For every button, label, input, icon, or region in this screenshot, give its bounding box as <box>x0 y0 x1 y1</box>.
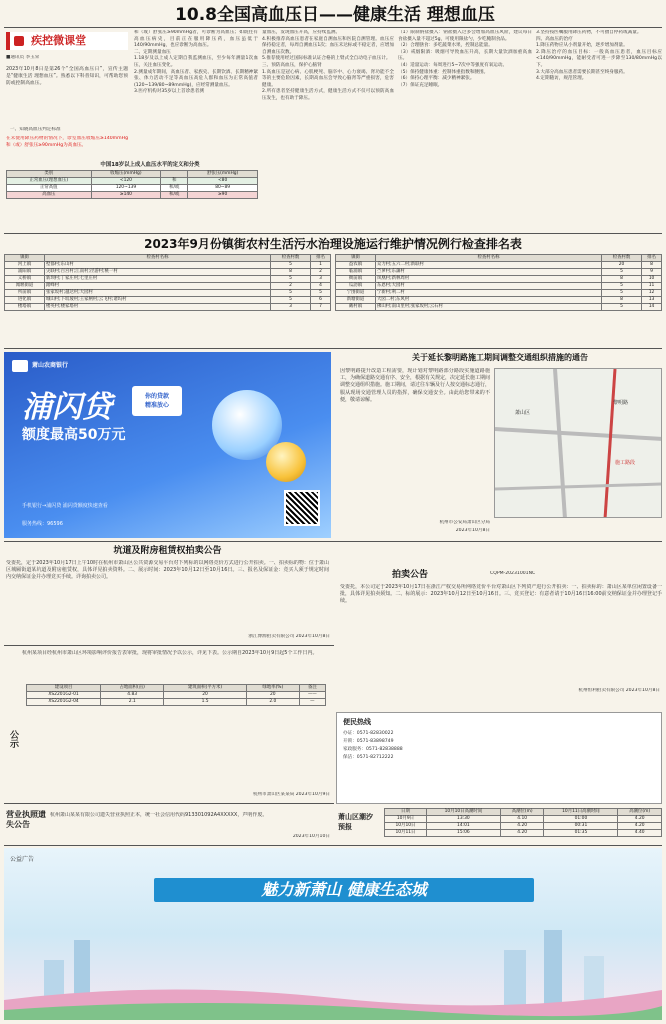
ranking-table-right <box>335 254 662 344</box>
cell: 浦阳镇 <box>5 269 45 276</box>
biz-body: 杭州萧山某某有限公司遗失营业执照正本，统一社会信用代码913301092A4XXXXX，声明作废。 <box>50 812 268 818</box>
cell: — <box>299 699 325 706</box>
tide-table <box>384 808 662 842</box>
notice-title: 关于延长黎明路施工期间调整交通组织措施的通告 <box>412 353 588 362</box>
map-label: 施工路段 <box>615 460 636 466</box>
service-item: 保洁：0571-82712222 <box>343 755 394 760</box>
table-row <box>5 297 331 304</box>
auction2-title: 拍卖公告 <box>391 570 428 580</box>
table-row <box>336 262 662 269</box>
cell: 10月11日 <box>385 830 427 837</box>
article-col-2: 量血压，发现血压升高，应持续监测。 4.积极推荐高血压患者在家庭自测血压和医院自测管理。血压应保持稳定者，每周自测血压1次；血压未达标或不稳定者，应增加自测血压次数。 5.推荐使用经过国际标准认证合格的上臂式全自动电子血压计。 三、预防高血压，保护心脑肾 1.高血压是冠心病、心肌梗死、脑卒中、心力衰竭、肾功能不全等的主要危险因素，长期高血压会导致心脑肾等严重损害，危害健康。 2.所有患者坚持健康生活方式，健康生活方式不仅可以预防高血压发生，也有助于降压。 <box>262 30 394 101</box>
ranking-table-left <box>4 254 331 344</box>
byline: ■通讯员 李玉荣 <box>6 55 40 60</box>
table-row <box>5 269 331 276</box>
cell: 4.20 <box>618 816 662 823</box>
map-label: 萧山区 <box>515 410 531 416</box>
bp-th <box>161 171 188 178</box>
cell: 8 <box>602 276 642 283</box>
cell: 15:06 <box>426 830 500 837</box>
cell: 1.5 <box>164 699 247 706</box>
cell: 5 <box>602 283 642 290</box>
qr-code-icon <box>284 490 320 526</box>
cell: 1 <box>311 262 331 269</box>
cell: 临浦镇 <box>336 269 376 276</box>
cell: 和 <box>161 178 188 185</box>
tide-label: 萧山区潮汐预报 <box>338 813 373 831</box>
auction2-body: 受委托，本公司定于2023年10月17日在浙江产权交易所网络竞价平台对萧山区下列资产进行公开拍卖：一、拍卖标的：萧山区某单位闲置设备一批，具体详见拍卖须知。二、标的展示：2023年10月12日至10月16日。三、竞买登记：有意者请于10月16日16:00前交纳保证金并办理登记手续。 <box>340 584 662 604</box>
slogan-badge <box>132 386 182 416</box>
slogan-line: 你的贷款 <box>144 393 169 400</box>
cell: 20 <box>246 692 299 699</box>
rank-th: 检查村数 <box>602 255 642 262</box>
table-row <box>27 699 326 706</box>
rank-th: 检查村名称 <box>376 255 602 262</box>
skyline-graphic <box>4 920 662 1020</box>
cell: 2 <box>311 269 331 276</box>
article-col-4: 3.坚持按医嘱服用降压药物，不可擅自停药或减量。 四、高血压的治疗 1.降压药物应从小剂量开始，逐步增加剂量。 2.降压治疗的血压目标：一般高血压患者，血压目标应<140/90mmHg，能耐受者可进一步降至130/80mmHg以下。 3.大部分高血压患者需要长期甚至终身服药。 4.定期随访，规范管理。 <box>536 30 662 82</box>
article-col-1: 和（或）舒张压≥90mmHg者，可诊断为高血压；如既往有高血压病史，目前正在服用降压药，血压虽低于140/90mmHg，也应诊断为高血压。 二、定期测量血压 1.18岁及以上成人定期自我监测血压，至少每年测量1次血压，关注血压变化。 2.测量成年期间，高血压者、家族史、长期饮酒、长期精神紧张、体力活动不足等高血压高危人群和血压为正常高值者(120~139/80~89mmHg)，应经常测量血压。 3.医疗机构对35岁以上首诊患者测 <box>134 30 258 95</box>
bp-table-title: 中国18岁以上成人血压水平的定义和分类 <box>100 162 200 168</box>
notice-map <box>494 368 662 518</box>
cell: <80 <box>188 178 258 185</box>
cell: 5 <box>271 297 311 304</box>
cell: 高血压 <box>7 192 92 199</box>
cell: 14 <box>642 304 662 311</box>
rank-th: 镇街 <box>336 255 376 262</box>
cell: 凤凰村;新林周村 <box>376 276 602 283</box>
public-banner <box>4 848 662 1020</box>
cell: 5 <box>311 290 331 297</box>
cell: 宁新村;利二村 <box>376 290 602 297</box>
tide-th: 10月11日高潮时间 <box>544 809 618 816</box>
notice-body: 因黎明路提升改造工程需要，现计划对黎明路部分路段实施道路施工，为确保道路交通有序、安全，根据有关规定，决定延长施工期间调整交通组织措施。施工期间，请过往车辆及行人按交通标志通行，服从现场交通管理人员的指挥，确保交通安全。由此给您带来的不便，敬请谅解。 <box>340 368 490 403</box>
cell: 10 <box>642 276 662 283</box>
article-col-3: （1）限制钠盐摄入：钠盐摄入过多会增加高血压风险，建议每日食盐摄入量不超过5g，可使用限盐勺，少吃腌制食品。 （2）合理膳食：多吃蔬菜水果，控制总能量。 （3）戒烟限酒：吸烟可导致血压升高，长期大量饮酒加重高血压。 （4）适量运动：每周进行5~7次中等强度有氧运动。 （5）保持健康体重：控制体重指数和腰围。 （6）保持心理平衡：减少精神紧张。 （7）保证充足睡眠。 <box>398 30 532 88</box>
ann-th: 备注 <box>299 685 325 692</box>
announce-label: 公示 <box>8 730 18 748</box>
cell: 宁围街道 <box>336 290 376 297</box>
cell: 5 <box>271 290 311 297</box>
ann-th: 建设项目 <box>27 685 101 692</box>
page-title: 10.8全国高血压日——健康生活 理想血压 <box>175 5 495 25</box>
cell: 新塘街道 <box>336 297 376 304</box>
ann-th: 占地面积(亩) <box>101 685 164 692</box>
cell: 8 <box>642 262 662 269</box>
bank-name: 萧山农商银行 <box>32 362 69 369</box>
cell: 东恩村;大园村 <box>376 283 602 290</box>
cell: 益农镇 <box>336 262 376 269</box>
column-name: 疾控微课堂 <box>31 34 87 47</box>
map-label: 黎明路 <box>613 400 629 406</box>
cell: 新坝村;丁家庄村;七里庄村 <box>45 276 271 283</box>
cell: 张家坂村;越达村;大园村 <box>45 290 271 297</box>
column-header <box>6 32 128 50</box>
cell: 3 <box>311 276 331 283</box>
rank-th: 镇街 <box>5 255 45 262</box>
shield-icon <box>14 36 24 46</box>
cell: 楼塔镇 <box>5 304 45 311</box>
table-row <box>336 297 662 304</box>
ad-subtitle: 额度最高50万元 <box>22 427 126 443</box>
product-name: 浦闪贷 <box>22 390 112 425</box>
cell: 4.20 <box>500 823 544 830</box>
cell: 6 <box>311 297 331 304</box>
cell: 义桥镇 <box>5 276 45 283</box>
table-row <box>5 290 331 297</box>
cell: ≥90 <box>188 192 258 199</box>
cell: 2.1 <box>101 699 164 706</box>
cell: 踏峰村 <box>45 283 271 290</box>
cell: 8 <box>271 269 311 276</box>
biz-date: 2023年10月10日 <box>292 834 330 839</box>
cell: 01:00 <box>544 816 618 823</box>
cell: 5 <box>271 262 311 269</box>
bank-ad[interactable] <box>4 352 331 538</box>
auction2-code: CQPM-20231001NC <box>490 571 536 576</box>
cell: 墅都村;东山村 <box>45 262 271 269</box>
cell: 众力村;五六二村;新联村 <box>376 262 602 269</box>
table-row <box>27 692 326 699</box>
cell: 5 <box>602 269 642 276</box>
table-row <box>336 276 662 283</box>
cell: 和/或 <box>161 185 188 192</box>
cell: 80~89 <box>188 185 258 192</box>
tide-th: 高潮位(m) <box>500 809 544 816</box>
cell: 5 <box>271 276 311 283</box>
cell: 4 <box>311 283 331 290</box>
cell: 13 <box>642 297 662 304</box>
table-row <box>385 823 662 830</box>
cell: 和/或 <box>161 192 188 199</box>
cell: 城山村;下坂坡村;王家闸村;云飞村;诸坞村 <box>45 297 271 304</box>
ann-th: 绿地率(%) <box>246 685 299 692</box>
cell: 7 <box>311 304 331 311</box>
table-row <box>5 283 331 290</box>
cell: 河上镇 <box>5 262 45 269</box>
auction-body: 受委托，定于2023年10月17日上午10时在杭州市萧山区公共资源交易平台对下列标的以网络竞价方式进行公开拍卖。一、拍卖标的物：位于萧山区城厢街道某坑道及附房租赁权，具体详见拍卖资料。二、展示时间：2023年10月12日至10月16日。三、报名及保证金：竞买人须于规定时间内交纳保证金并办理竞买手续。详询拍卖公司。 <box>6 560 329 580</box>
cell: 01:35 <box>544 830 618 837</box>
table-row <box>385 830 662 837</box>
table-row <box>5 262 331 269</box>
table-row <box>336 269 662 276</box>
rank-th: 检查村名称 <box>45 255 271 262</box>
tide-th: 10月10日高潮时间 <box>426 809 500 816</box>
cell: <120 <box>91 178 161 185</box>
cell: 8 <box>602 297 642 304</box>
ad-hotline: 服务热线：96596 <box>22 521 63 527</box>
table-row <box>336 290 662 297</box>
lead-text: 2023年10月8日是第26个“全国高血压日”，宣传主题是“健康生活 理想血压”。熟悉以下科普知识，可帮助您预防或控制高血压。 <box>6 67 128 86</box>
service-box <box>336 712 662 804</box>
cell: 正常高值 <box>7 185 92 192</box>
cell: 13:30 <box>426 816 500 823</box>
bp-th: 舒张压(mmHg) <box>188 171 258 178</box>
table-row <box>5 304 331 311</box>
section-head: 一、知晓高血压判定标准 <box>10 127 61 132</box>
cell: 楼英村;楼家塔村 <box>45 304 271 311</box>
rank-th: 检查村数 <box>271 255 311 262</box>
service-item: 家政服务：0571-82838888 <box>343 747 403 752</box>
coin-graphic <box>266 442 306 482</box>
notice-date: 2023年10月8日 <box>455 528 490 533</box>
cell: 4.40 <box>618 830 662 837</box>
cell: 4.20 <box>500 830 544 837</box>
bp-table <box>6 170 258 214</box>
biz-label: 营业执照遗失公告 <box>6 810 46 829</box>
table-row <box>5 276 331 283</box>
cell: 正常血压(理想血压) <box>7 178 92 185</box>
cell: 衙前镇 <box>336 276 376 283</box>
banner-corner: 公益广告 <box>10 856 35 863</box>
cell: 00:31 <box>544 823 618 830</box>
cell: 14:01 <box>426 823 500 830</box>
cell: 2.0 <box>246 699 299 706</box>
bp-th: 类别 <box>7 171 92 178</box>
auction2-signature: 杭州恒利拍卖有限公司 2023年10月8日 <box>578 688 660 693</box>
cell: 瓜沥镇 <box>336 283 376 290</box>
cell: XS2201G2-01 <box>27 692 101 699</box>
tide-th: 高潮位(m) <box>618 809 662 816</box>
auction-signature: 浙江博源拍卖有限公司 2023年10月8日 <box>248 634 330 639</box>
cell: 5 <box>602 290 642 297</box>
cell: 10月10日 <box>385 823 427 830</box>
cell: 苎萝村;东藩村 <box>376 269 602 276</box>
cell: 120~139 <box>91 185 161 192</box>
cell: 进化镇 <box>5 297 45 304</box>
cell: 4.20 <box>618 823 662 830</box>
cell: 佛山村;南山里村;张家坂村;云石村 <box>376 304 602 311</box>
cell: ≥140 <box>91 192 161 199</box>
announce-table <box>26 684 326 714</box>
slogan-line: 精准放心 <box>144 402 169 409</box>
ann-th: 建筑面积(平方米) <box>164 685 247 692</box>
announce-signature: 杭州市萧山区某某局 2023年10月9日 <box>252 792 330 797</box>
cell: 12 <box>642 290 662 297</box>
service-item: 办证：0571-82830022 <box>343 731 394 736</box>
notice-signature: 杭州市公安局萧山区分局 <box>439 520 490 525</box>
cell: 闻堰街道 <box>5 283 45 290</box>
highlight-text: 在未使用降压药物的情况下，诊室血压收缩压≥140mmHg和（或）舒张压≥90mmHg为高血压。 <box>6 136 128 148</box>
auction-title: 坑道及附房租赁权拍卖公告 <box>113 546 222 556</box>
cell: 4.83 <box>101 692 164 699</box>
table-row <box>7 178 258 185</box>
cell: 大园二村;东风村 <box>376 297 602 304</box>
banner-slogan: 魅力新萧山 健康生态城 <box>261 880 427 899</box>
ad-note: 手机银行→浦闪贷 浦闪贷额度快速查看 <box>22 503 108 509</box>
table-row <box>385 816 662 823</box>
table-row <box>7 192 258 199</box>
cell: 9 <box>642 269 662 276</box>
cell: XS2201G2-04 <box>27 699 101 706</box>
cell: 2 <box>271 283 311 290</box>
rank-th: 排名 <box>642 255 662 262</box>
cell: 尖联村;百宫村;江南村;径游村;桃一村 <box>45 269 271 276</box>
table-row <box>7 185 258 192</box>
bank-logo <box>12 360 28 372</box>
service-title: 便民热线 <box>343 718 371 726</box>
cell: 20 <box>602 262 642 269</box>
bp-th: 收缩压(mmHg) <box>91 171 161 178</box>
cell: —— <box>299 692 325 699</box>
cell: 10月9日 <box>385 816 427 823</box>
ranking-title: 2023年9月份镇街农村生活污水治理设施运行维护情况例行检查排名表 <box>144 237 522 251</box>
rank-th: 排名 <box>311 255 331 262</box>
cell: 4.10 <box>500 816 544 823</box>
cell: 所前镇 <box>5 290 45 297</box>
cell: 5 <box>602 304 642 311</box>
tide-th: 日期 <box>385 809 427 816</box>
cell: 戴村镇 <box>336 304 376 311</box>
cell: 20 <box>164 692 247 699</box>
cell: 3 <box>271 304 311 311</box>
table-row <box>336 304 662 311</box>
service-item: 开锁：0571-83898749 <box>343 739 394 744</box>
road-map <box>495 369 662 518</box>
cell: 11 <box>642 283 662 290</box>
announce-body: 杭州某项目经杭州市萧山区环境影响评价报告表审批，现将审批情况予以公示，详见下表。公示期自2023年10月9日起5个工作日内。 <box>22 650 318 656</box>
table-row <box>336 283 662 290</box>
